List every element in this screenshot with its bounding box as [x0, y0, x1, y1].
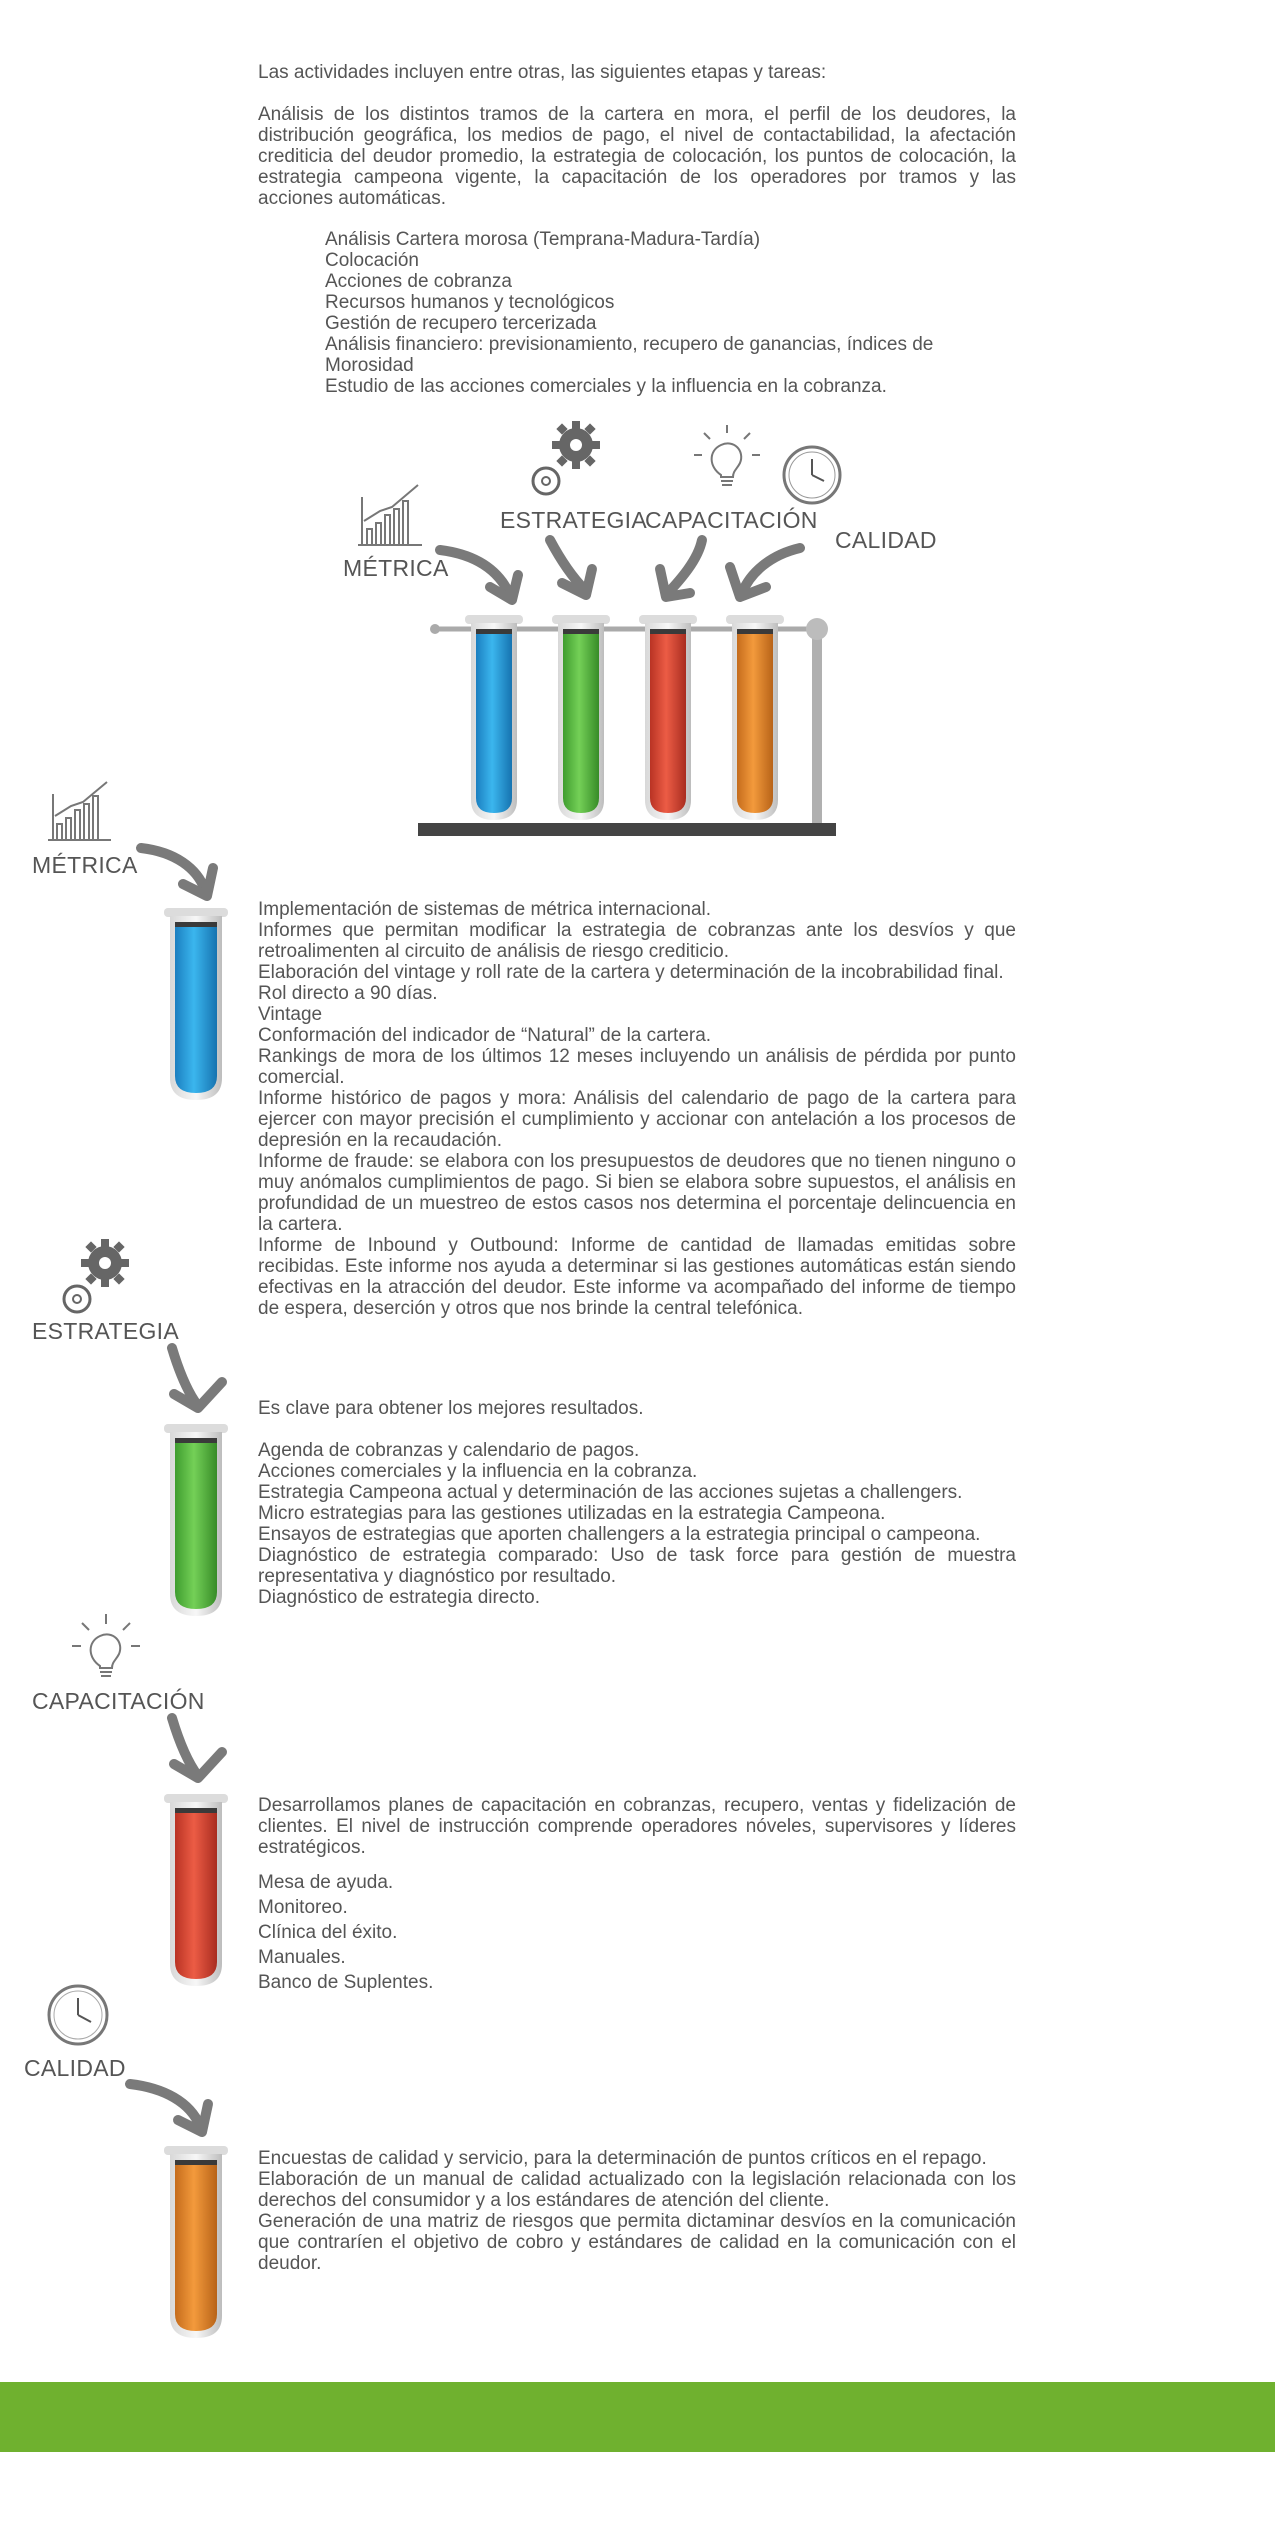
list-item: Recursos humanos y tecnológicos: [325, 292, 615, 313]
tube-blue: [162, 908, 232, 1103]
bar-chart-icon: [358, 485, 422, 545]
list-item: Informe de Inbound y Outbound: Informe de cantidad de llamadas emitidas sobre recibidas. Este informe nos ayuda a determinar si las gestiones automáticas están siendo efectivas en la atracción del deudor. Este informe va acompañado del informe de tiempo de espera, deserción y otros que nos brinde la central telefónica.: [258, 1235, 1016, 1319]
list-item: Análisis Cartera morosa (Temprana-Madura-Tardía): [325, 229, 761, 250]
diagram-label-estrategia: ESTRATEGIA: [500, 507, 647, 533]
list-item: Acciones comerciales y la influencia en la cobranza.: [258, 1461, 698, 1482]
arrow-icon: [160, 1712, 240, 1787]
list-item: Diagnóstico de estrategia directo.: [258, 1587, 540, 1608]
section-title-capacitacion: CAPACITACIÓN: [32, 1688, 205, 1714]
list-item: Implementación de sistemas de métrica internacional.: [258, 899, 712, 920]
list-item: Manuales.: [258, 1947, 346, 1968]
list-item: Rol directo a 90 días.: [258, 983, 438, 1004]
list-item: Ensayos de estrategias que aporten challengers a la estrategia principal o campeona.: [258, 1524, 981, 1545]
footer-bar: [0, 2382, 1275, 2452]
list-item: Informe histórico de pagos y mora: Análisis del calendario de pago de la cartera para ejercer con mayor precisión el cumplimiento y accionar con antelación a los procesos de depresión en la recaudación.: [258, 1088, 1016, 1151]
gears-icon: [55, 1235, 140, 1320]
section-body-metrica: [258, 899, 1016, 1319]
list-item: Encuestas de calidad y servicio, para la determinación de puntos críticos en el repago.: [258, 2148, 987, 2169]
tube-orange: [162, 2146, 232, 2341]
gears-icon: [533, 421, 600, 494]
tube-red: [639, 615, 697, 820]
lightbulb-icon: [694, 425, 760, 485]
process-diagram: [330, 415, 937, 855]
arrow-icon: [124, 2072, 214, 2142]
list-item: Acciones de cobranza: [325, 271, 512, 292]
section-body-capacitacion: [258, 1870, 1016, 1995]
diagram-label-capacitacion: CAPACITACIÓN: [645, 507, 818, 533]
section-intro-estrategia: Es clave para obtener los mejores resultados.: [258, 1398, 644, 1419]
arrow-icon: [135, 840, 215, 900]
arrow-icon: [160, 1342, 240, 1417]
list-item: Análisis financiero: previsionamiento, recupero de ganancias, índices de: [325, 334, 934, 355]
section-body-estrategia: [258, 1440, 1016, 1608]
tube-red: [162, 1794, 232, 1989]
intro-heading: Las actividades incluyen entre otras, las siguientes etapas y tareas:: [258, 62, 827, 83]
section-title-estrategia: ESTRATEGIA: [32, 1318, 179, 1344]
bar-chart-icon: [45, 778, 115, 844]
list-item: Gestión de recupero tercerizada: [325, 313, 597, 334]
tube-green: [552, 615, 610, 820]
diagram-label-calidad: CALIDAD: [835, 527, 937, 553]
list-item: Estudio de las acciones comerciales y la influencia en la cobranza.: [325, 376, 887, 397]
clock-icon: [784, 447, 840, 503]
section-intro-capacitacion: Desarrollamos planes de capacitación en cobranzas, recupero, ventas y fidelización de clientes. El nivel de instrucción comprende operadores nóveles, supervisores y líderes estratégicos.: [258, 1795, 1016, 1858]
clock-icon: [45, 1982, 111, 2048]
list-item: Rankings de mora de los últimos 12 meses incluyendo un análisis de pérdida por punto comercial.: [258, 1046, 1016, 1088]
list-item: Elaboración de un manual de calidad actualizado con la legislación relacionada con los derechos del consumidor y a los estándares de atención del cliente.: [258, 2169, 1016, 2211]
section-title-metrica: MÉTRICA: [32, 852, 138, 878]
list-item: Clínica del éxito.: [258, 1922, 398, 1943]
list-item: Conformación del indicador de “Natural” de la cartera.: [258, 1025, 712, 1046]
tube-blue: [465, 615, 523, 820]
intro-list: [325, 229, 1015, 397]
list-item: Estrategia Campeona actual y determinación de las acciones sujetas a challengers.: [258, 1482, 963, 1503]
list-item: Morosidad: [325, 355, 414, 376]
arrow-icon: [440, 540, 800, 600]
list-item: Vintage: [258, 1004, 323, 1025]
list-item: Informe de fraude: se elabora con los presupuestos de deudores que no tienen ninguno o muy anómalos cumplimientos de pago. Si bien se elabora sobre supuestos, el análisis en profundidad de un muestreo de estos casos nos determina el porcentaje delincuencia en la cartera.: [258, 1151, 1016, 1235]
list-item: Banco de Suplentes.: [258, 1972, 434, 1993]
list-item: Generación de una matriz de riesgos que permita dictaminar desvíos en la comunicación que contraríen el objetivo de cobro y estándares de calidad en la comunicación con el deudor.: [258, 2211, 1016, 2274]
list-item: Colocación: [325, 250, 419, 271]
list-item: Informes que permitan modificar la estrategia de cobranzas ante los desvíos y que retroalimenten al circuito de análisis de riesgo crediticio.: [258, 920, 1016, 962]
list-item: Diagnóstico de estrategia comparado: Uso de task force para gestión de muestra representativa y diagnóstico por resultado.: [258, 1545, 1016, 1587]
section-body-calidad: [258, 2148, 1016, 2274]
diagram-graphic: [330, 415, 890, 855]
tube-orange: [726, 615, 784, 820]
diagram-label-metrica: MÉTRICA: [343, 555, 449, 581]
list-item: Micro estrategias para las gestiones utilizadas en la estrategia Campeona.: [258, 1503, 886, 1524]
list-item: Monitoreo.: [258, 1897, 348, 1918]
lightbulb-icon: [70, 1610, 142, 1682]
section-title-calidad: CALIDAD: [24, 2055, 126, 2081]
list-item: Elaboración del vintage y roll rate de la cartera y determinación de la incobrabilidad final.: [258, 962, 1004, 983]
tube-green: [162, 1424, 232, 1619]
list-item: Agenda de cobranzas y calendario de pagos.: [258, 1440, 640, 1461]
list-item: Mesa de ayuda.: [258, 1872, 394, 1893]
intro-paragraph: Análisis de los distintos tramos de la cartera en mora, el perfil de los deudores, la distribución geográfica, los medios de pago, el nivel de contactabilidad, la afectación crediticia del deudor promedio, la estrategia de colocación, los puntos de colocación, la estrategia campeona vigente, la capacitación de los operadores por tramos y las acciones automáticas.: [258, 104, 1016, 209]
